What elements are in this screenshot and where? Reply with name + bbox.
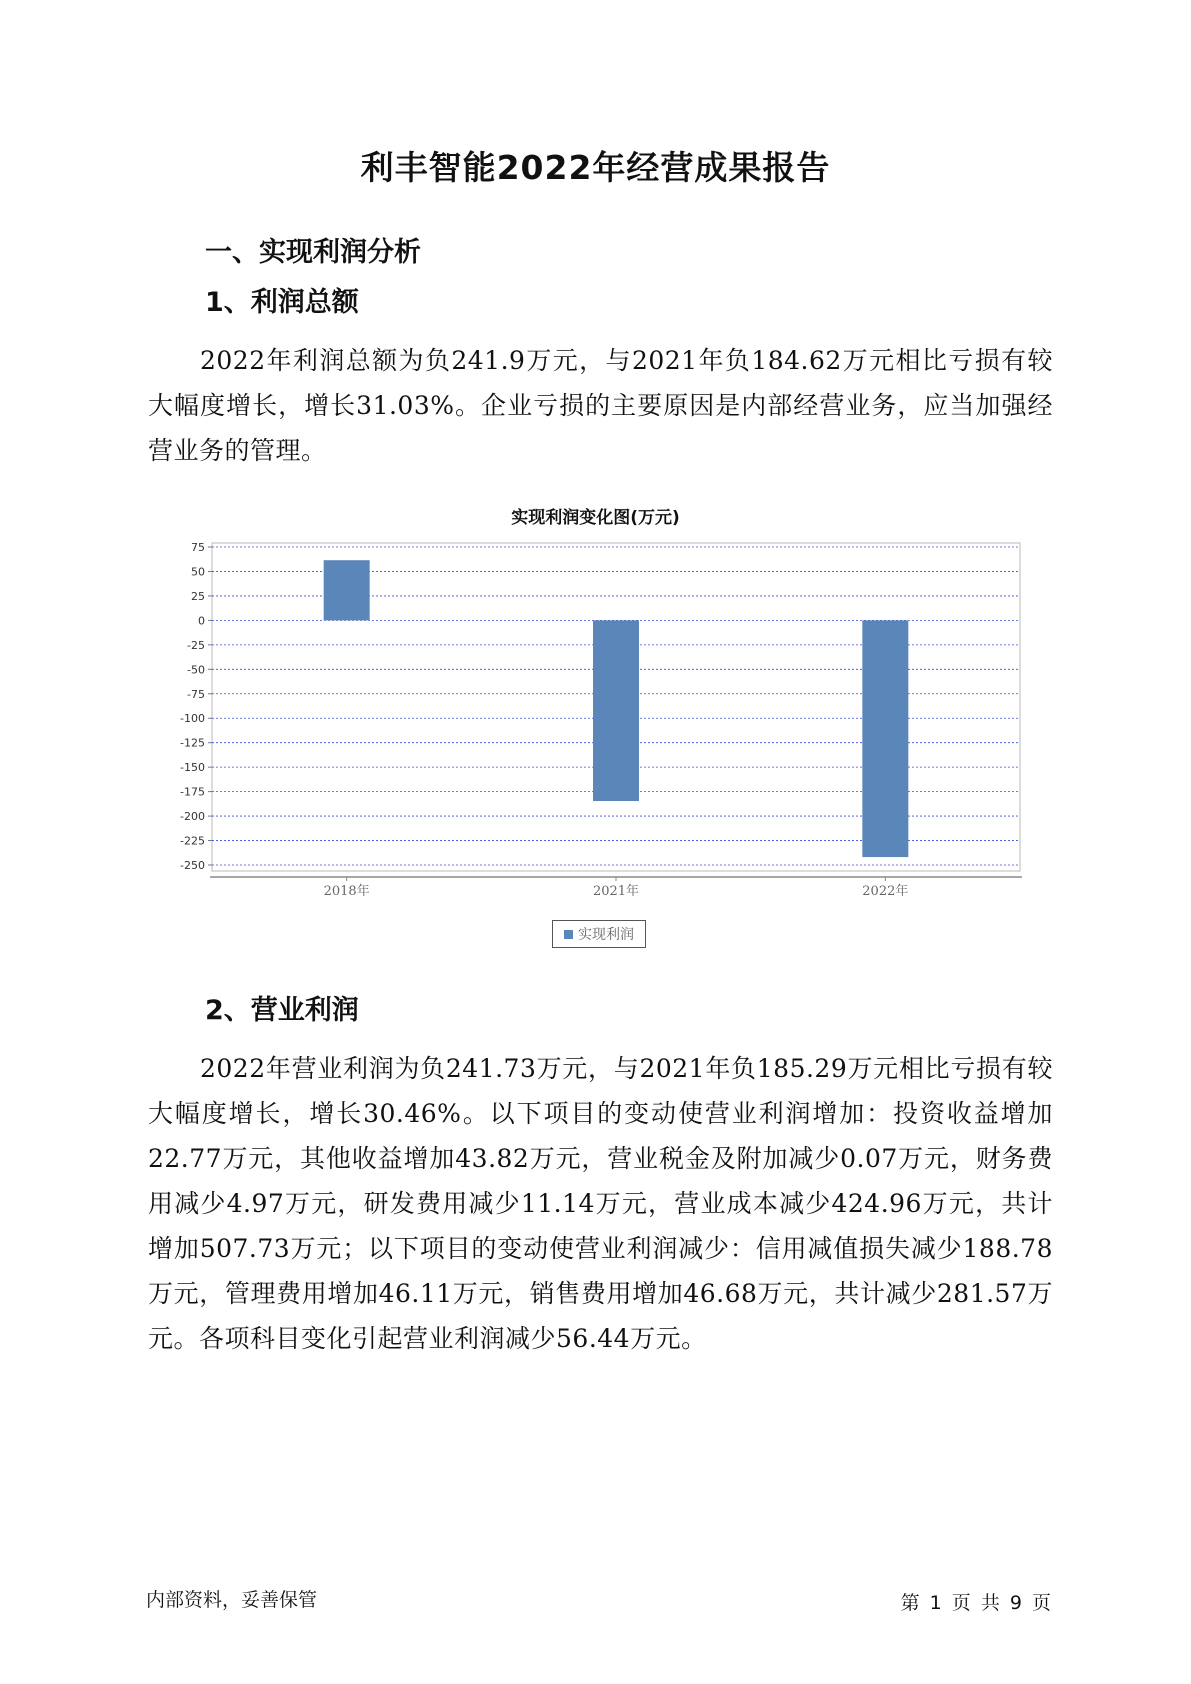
y-tick-label: -175 — [180, 785, 205, 799]
y-tick-label: -200 — [180, 810, 205, 824]
y-tick-label: 75 — [191, 541, 205, 554]
y-tick-label: 25 — [191, 589, 205, 603]
legend-label: 实现利润 — [578, 927, 634, 943]
x-tick-label: 2021年 — [592, 884, 640, 899]
page-title: 利丰智能2022年经营成果报告 — [360, 148, 831, 187]
y-tick-label: -50 — [187, 663, 205, 677]
section-heading: 一、实现利润分析 — [205, 237, 421, 268]
legend-swatch — [564, 930, 573, 939]
subsection-heading-operating-profit: 2、营业利润 — [205, 995, 359, 1026]
y-tick-label: 0 — [198, 614, 205, 628]
subsection-heading-profit-total: 1、利润总额 — [205, 287, 359, 318]
footer-confidential-note: 内部资料，妥善保管 — [146, 1589, 318, 1611]
paragraph-operating-profit: 2022年营业利润为负241.73万元，与2021年负185.29万元相比亏损有较大幅度增长，增长30.46%。以下项目的变动使营业利润增加：投资收益增加22.77万元，其他收益增加43.82万元，营业税金及附加减少0.07万元，财务费用减少4.97万元，研发费用减少11.14万元，营业成本减少424.96万元，共计增加507.73万元；以下项目的变动使营业利润减少：信用减值损失减少188.78万元，管理费用增加46.11万元，销售费用增加46.68万元，共计减少281.57万元。各项科目变化引起营业利润减少56.44万元。 — [148, 1054, 1053, 1353]
y-tick-label: -250 — [180, 859, 205, 872]
y-tick-label: -75 — [187, 687, 205, 701]
x-tick-label: 2018年 — [323, 884, 370, 899]
chart-title: 实现利润变化图(万元) — [511, 508, 680, 528]
profit-bar-chart — [160, 535, 1040, 925]
x-tick-label: 2022年 — [862, 884, 909, 899]
bar — [593, 620, 639, 801]
chart-legend — [552, 920, 646, 948]
bar — [862, 620, 908, 857]
y-tick-label: -125 — [180, 736, 205, 750]
y-tick-label: 50 — [191, 565, 205, 579]
y-tick-label: -225 — [180, 834, 205, 848]
bar — [324, 560, 370, 620]
y-tick-label: -100 — [180, 712, 205, 726]
paragraph-profit-total: 2022年利润总额为负241.9万元，与2021年负184.62万元相比亏损有较大幅度增长，增长31.03%。企业亏损的主要原因是内部经营业务，应当加强经营业务的管理。 — [148, 346, 1053, 465]
y-tick-label: -150 — [180, 761, 205, 775]
y-tick-label: -25 — [187, 638, 205, 652]
footer-page-number: 第 1 页 共 9 页 — [900, 1592, 1053, 1614]
